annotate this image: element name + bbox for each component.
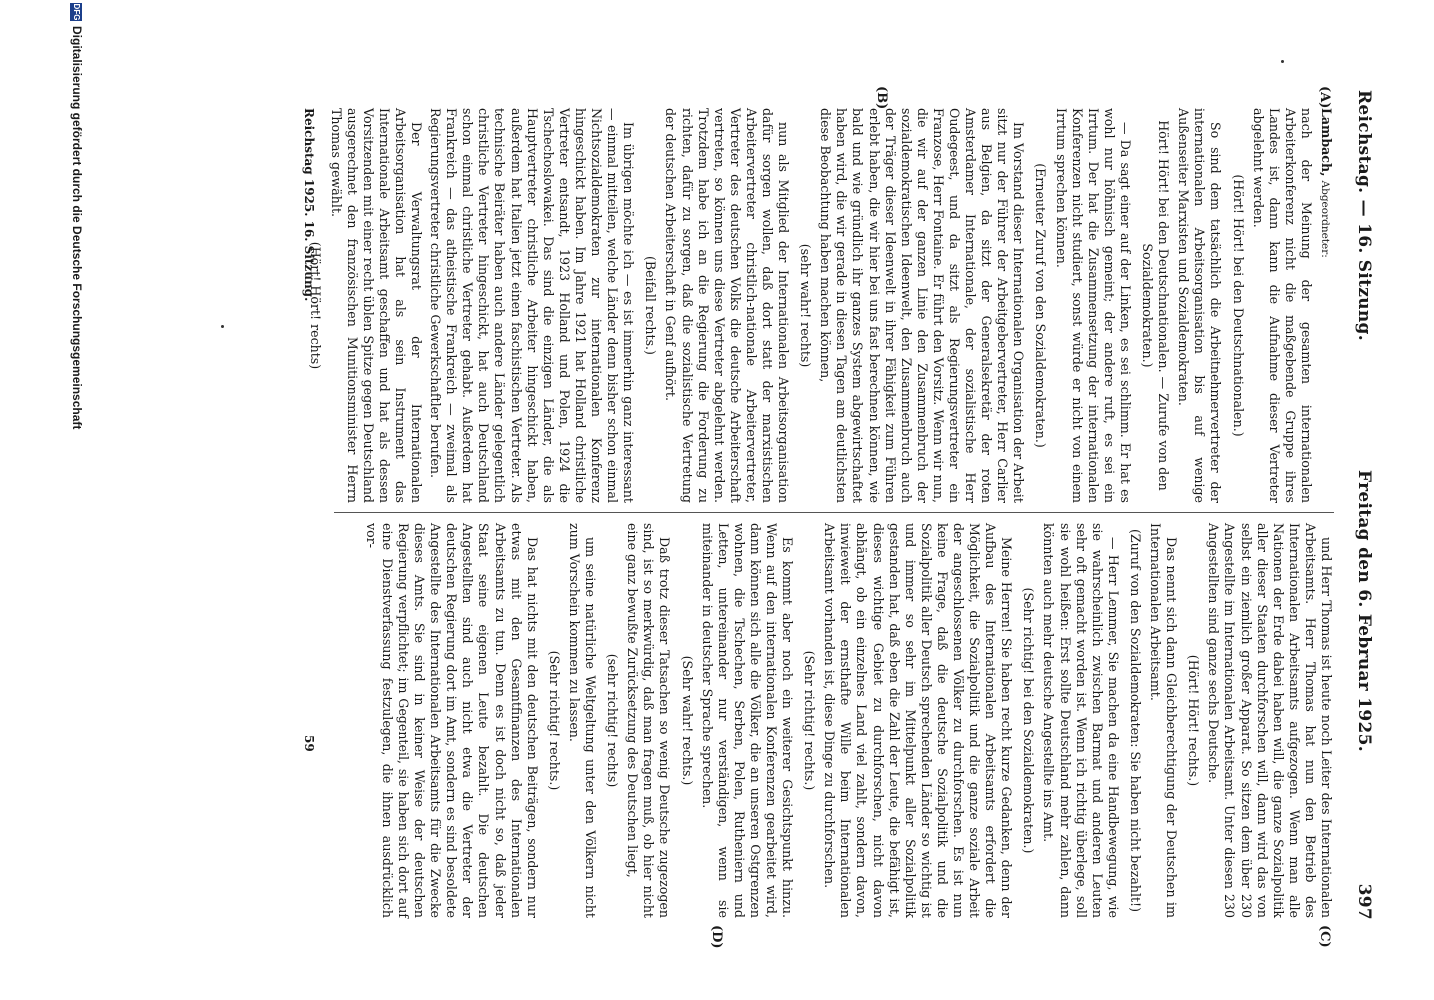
- scan-speck: [221, 325, 224, 328]
- interjection: (Sehr richtig! rechts.): [546, 650, 562, 791]
- paragraph: und Herr Thomas ist heute noch Leiter des Internationalen Arbeitsamts. Herr Thomas hat nun den Betrieb des Internationalen Arbeitsamts aufgezogen. Wenn man alle Nationen der Erde dabei haben will, die ganze Sozialpolitik aller dieser Staaten durchforschen will, dann wird das von selbst ein ziemlich großer Apparat. So sitzen dem über 230 Angestellte im Internationalen Arbeitsamt. Unter diesen 230 Angestellten sind ganze sechs Deutsche.: [1206, 523, 1334, 918]
- digitization-credit: [64, 0, 94, 1000]
- footer-session: Reichstag 1925. 16. Sitzung.: [302, 108, 316, 302]
- text-column-right: [360, 523, 1334, 918]
- margin-marker-b: (B): [874, 86, 889, 110]
- paragraph: Im Vorstand dieser Internationalen Organisation der Arbeit sitzt nur der Führer der Arbeitgebervertreter, Herr Carlier aus Belgien, da sitzt der Generalsekretär der roten Amsterdamer Internationale, der sozialistische Herr Oudegeest, und da sitzt als Regierungsvertreter ein Franzose, Herr Fontaine. Er führt den Vorsitz. Wenn wir nun, die wir auf der ganzen Linie den Zusammenbruch der sozialdemokratischen Ideenwelt, den Zusammenbruch auch der Träger dieser Ideenwelt in ihrer Fähigkeit zum Führen erlebt haben, die wir hier bei uns fast berechnen können, wie bald und wie gründlich ihr ganzes System abgewirtschaftet haben wird, die wir gerade in diesen Tagen am deutlichsten diese Beobachtung haben machen können,: [818, 108, 1027, 503]
- interjection: (Hört! Hört! bei den Deutschnationalen.): [1230, 174, 1246, 437]
- scan-speck: [1281, 60, 1284, 63]
- interjection: (Erneuter Zuruf von den Sozialdemokraten.): [1033, 163, 1049, 448]
- margin-marker-a: (A): [1317, 86, 1332, 109]
- interjection: (Hört! Hört! rechts.): [1186, 654, 1202, 787]
- paragraph: Es kommt aber noch ein weiterer Gesichtspunkt hinzu. Wenn auf den internationalen Konferenzen gearbeitet wird, dann können sich alle die Völker, die an unseren Ostgrenzen wohnen, die Tschechen, Serben, Polen, Rutheniern und Letten, untereinander nur verständigen, wenn sie miteinander in deutscher Sprache sprechen.: [699, 523, 796, 918]
- paragraph: nun als Mitglied der Internationalen Arbeitsorganisation dafür sorgen wollen, daß dort statt der marxistischen Arbeitervertreter christlich-nationale Arbeitervertreter, Vertreter des deutschen Volks die deutsche Arbeiterschaft vertreten, so können uns diese Vertreter abgelehnt werden. Trotzdem habe ich an die Regierung die Forderung zu richten, dafür zu sorgen, daß die sozialistische Vertretung der deutschen Arbeiterschaft in Genf aufhört.: [663, 108, 792, 503]
- paragraph: Das nennt sich dann Gleichberechtigung der Deutschen im Internationalen Arbeitsamt.: [1148, 523, 1180, 918]
- paragraph: — Herr Lemmer, Sie machen da eine Handbewegung, wie sie wahrscheinlich zwischen Barmat und anderen Leuten sehr oft gemacht worden ist. Wenn ich richtig überlege, soll sie wohl heißen: Erst sollte Deutschland mehr zahlen, dann könnten auch mehr deutsche Angestellte ins Amt.: [1041, 523, 1121, 918]
- header-date: Freitag den 6. Februar 1925.: [1354, 470, 1374, 753]
- column-divider: [334, 512, 1334, 513]
- credit-text: Digitalisierung gefördert durch die Deutsche Forschungsgemeinschaft: [70, 26, 84, 430]
- footer-page-number: 59: [302, 735, 316, 752]
- paragraph: — Da sagt einer auf der Linken, es sei schlimm. Er hat es wohl nur höhnisch gemeint; der andere ruft, es sei ein Irrtum. Der hat die Zusammensetzung der internationalen Konferenzen nicht studiert, sonst würde er nicht von einem Irrtum sprechen können.: [1053, 108, 1133, 503]
- margin-marker-c: (C): [1317, 925, 1332, 948]
- dfg-logo-icon: DFG: [72, 3, 81, 21]
- text-column-left: [301, 108, 1334, 503]
- paragraph: So sind dem tatsächlich die Arbeitnehmervertreter der internationalen Arbeitsorganisation bis auf wenige Außenseiter Marxisten und Sozialdemokraten.: [1176, 108, 1224, 503]
- interjection: (sehr wahr! rechts): [798, 243, 814, 368]
- paragraph: nach der Meinung der gesamten internationalen Arbeiterkonferenz nicht die maßgebende Gruppe ihres Landes ist, dann kann die Aufnahme dieser Vertreter abgelehnt werden.: [1250, 108, 1314, 503]
- paragraph: Im übrigen möchte ich — es ist immerhin ganz interessant — einmal mitteilen, welche Länder denn bisher schon einmal Nichtsozialdemokraten zur internationalen Konferenz hingeschickt haben. Im Jahre 1921 hat Holland christliche Vertreter entsandt, 1923 Holland und Polen, 1924 die Tschechoslowakei. Das sind die einzigen Länder, die als Hauptvertreter christliche Arbeiter hingeschickt haben, außerdem hat Italien jetzt einen faschistischen Vertreter. Als technische Beiräter haben auch andere Länder gelegentlich christliche Vertreter hingeschickt, hat auch Deutschland schon einmal christliche Vertreter gehabt. Außerdem hat Frankreich — das atheistische Frankreich — zweimal als Regierungsvertreter christliche Gewerkschaftler berufen.: [428, 108, 637, 503]
- interjection: (sehr richtig! rechts): [605, 653, 621, 788]
- page-header: [1344, 90, 1374, 920]
- paragraph: Daß trotz dieser Tatsachen so wenig Deutsche zugezogen sind, ist so merkwürdig, daß man fragen muß, ob hier nicht eine ganz bewußte Zurücksetzung des Deutschen liegt,: [625, 523, 673, 918]
- interjection: (Sehr richtig! rechts.): [802, 650, 818, 791]
- interjection: (Beifall rechts.): [643, 256, 659, 355]
- paragraph: Meine Herren! Sie haben recht kurze Gedanken, denn der Aufbau des Internationalen Arbeitsamts erfordert die Möglichkeit, die Sozialpolitik und die ganze soziale Arbeit der angeschlossenen Völker zu durchforschen. Es ist nun keine Frage, daß die deutsche Sozialpolitik und die Sozialpolitik aller Deutsch sprechenden Länder so wichtig ist und immer so sehr im Mittelpunkt aller Sozialpolitik gestanden hat, daß eben die Zahl der Leute, die befähigt ist, dieses wichtige Gebiet zu durchforschen, nicht davon abhängt, ob ein einzelnes Land viel zahlt, sondern davon, inwieweit der ernsthafte Wille beim Internationalen Arbeitsamt vorhanden ist, diese Dinge zu durchforschen.: [822, 523, 1015, 918]
- paragraph: Das hat nichts mit den deutschen Beiträgen, sondern nur etwas mit den Gesamtfinanzen des Internationalen Arbeitsamts zu tun. Denn es ist doch nicht so, daß jeder Staat seine eigenen Leute bezahlt. Die deutschen Angestellten sind auch nicht etwa die Vertreter der deutschen Regierung dort im Amt, sondern es sind besoldete Angestellte des Internationalen Arbeitsamts für die Zwecke dieses Amts. Sie sind in keiner Weise der deutschen Regierung verpflichtet; im Gegenteil, sie haben sich dort auf eine Dienstverfassung festzulegen, die ihnen ausdrücklich vor-: [363, 523, 540, 918]
- paragraph: um seine natürliche Weltgeltung unter den Völkern nicht zum Vorschein kommen zu lassen.: [566, 523, 599, 918]
- interjection: (Zuruf von den Sozialdemokraten: Sie haben nicht bezahlt!): [1127, 528, 1143, 913]
- header-page-number: 397: [1354, 883, 1374, 920]
- paragraph: Der Verwaltungsrat der Internationalen Arbeitsorganisation hat als sein Instrument das Internationale Arbeitsamt geschaffen und hat als dessen Vorsitzenden mit einer recht üblen Spitze gegen Deutschland ausgerechnet den französischen Munitionsminister Herrn Thomas gewählt.: [328, 108, 425, 503]
- margin-marker-d: (D): [709, 925, 724, 949]
- interjection: Hört! Hört! bei den Deutschnationalen. — Zurufe von den Sozialdemokraten.): [1140, 120, 1172, 491]
- header-session: Reichstag. — 16. Sitzung.: [1354, 90, 1374, 341]
- interjection: (Sehr wahr! rechts.): [679, 655, 695, 786]
- speaker-note: Abgeordneter:: [1319, 180, 1331, 258]
- speaker-line: [1317, 108, 1334, 503]
- interjection: (Hört! Hört! rechts): [308, 241, 324, 370]
- interjection: (Sehr richtig! bei den Sozialdemokraten.): [1021, 587, 1037, 854]
- speaker-name: Lambach,: [1319, 108, 1334, 177]
